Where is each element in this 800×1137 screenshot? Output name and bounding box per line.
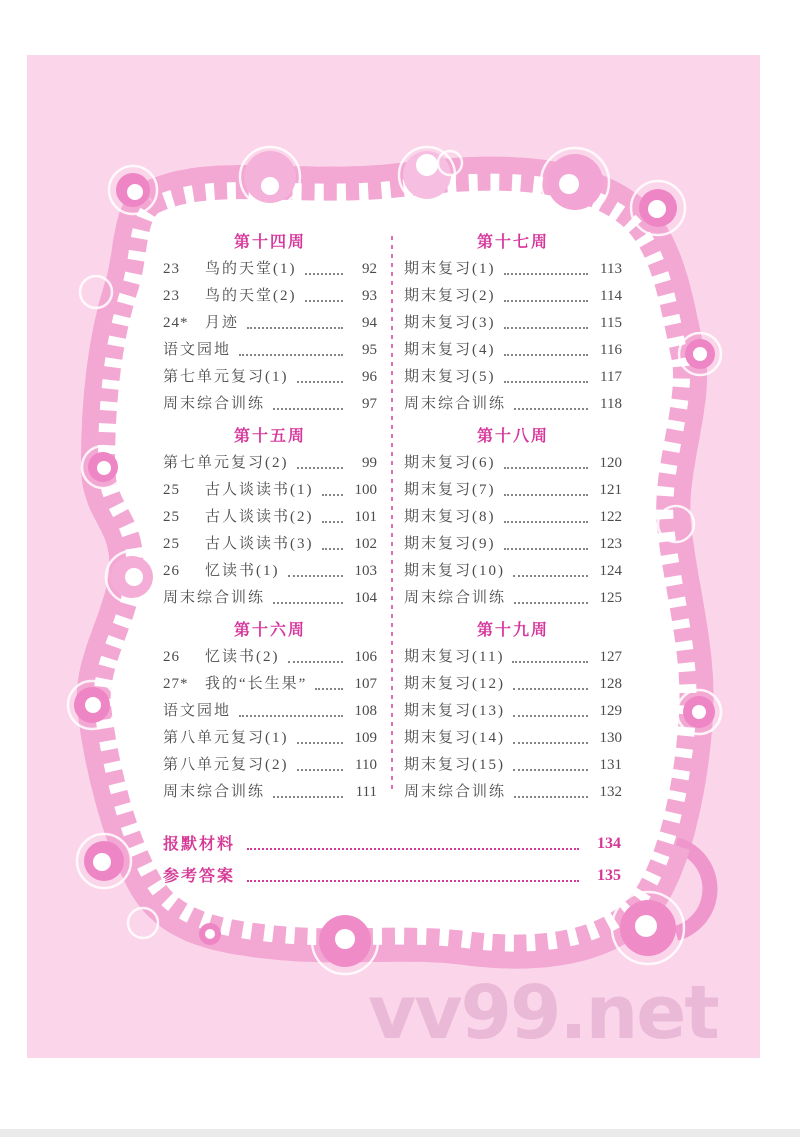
entry-page: 109 [354, 730, 377, 746]
dot-leader [273, 779, 343, 806]
entry-title: 第八单元复习(1) [163, 730, 289, 746]
entry-title: 鸟的天堂(2) [205, 288, 297, 304]
toc-left-column [163, 228, 377, 806]
entry-title: 期末复习(4) [404, 342, 496, 358]
dot-leader [504, 337, 589, 364]
watermark: vv99.net [368, 970, 718, 1056]
dot-leader [504, 531, 589, 558]
entry-title: 期末复习(9) [404, 536, 496, 552]
entry-page: 96 [362, 369, 377, 385]
entry-page: 130 [599, 730, 622, 746]
entry-title: 周末综合训练 [163, 784, 266, 800]
week-header: 第十八周 [476, 426, 549, 445]
entry-page: 122 [599, 509, 622, 525]
entry-title: 忆读书(2) [205, 649, 280, 665]
toc-entry [163, 698, 377, 725]
dot-leader [514, 391, 588, 418]
entry-title: 第七单元复习(1) [163, 369, 289, 385]
entry-number: 23 [163, 261, 180, 277]
entry-number: 23 [163, 288, 180, 304]
dot-leader [297, 725, 344, 752]
week-header: 第十六周 [233, 620, 306, 639]
entry-title: 期末复习(7) [404, 482, 496, 498]
toc-entry [404, 644, 622, 671]
toc-entry [404, 337, 622, 364]
entry-page: 120 [599, 455, 622, 471]
toc-entry [404, 364, 622, 391]
entry-title: 期末复习(12) [404, 676, 505, 692]
footer-entry-page: 135 [597, 867, 621, 884]
entry-title: 周末综合训练 [404, 590, 507, 606]
entry-page: 106 [354, 649, 377, 665]
dot-leader [247, 828, 579, 860]
entry-title: 周末综合训练 [404, 784, 507, 800]
toc-entry [404, 283, 622, 310]
entry-page: 110 [355, 757, 377, 773]
entry-page: 117 [600, 369, 622, 385]
dot-leader [297, 450, 344, 477]
dot-leader [513, 752, 588, 779]
entry-number: 24* [163, 315, 189, 331]
entry-page: 100 [354, 482, 377, 498]
dot-leader [297, 752, 344, 779]
footer-entry-title: 参考答案 [163, 866, 236, 885]
entry-page: 113 [600, 261, 622, 277]
entry-title: 第八单元复习(2) [163, 757, 289, 773]
toc-footer [163, 828, 621, 892]
entry-page: 102 [354, 536, 377, 552]
toc-entry [163, 558, 377, 585]
footer-entry-title: 报默材料 [163, 834, 236, 853]
toc-entry [404, 558, 622, 585]
dot-leader [504, 450, 589, 477]
entry-page: 115 [600, 315, 622, 331]
entry-number: 25 [163, 482, 180, 498]
toc-entry [163, 450, 377, 477]
entry-number: 27* [163, 676, 189, 692]
entry-page: 93 [362, 288, 377, 304]
entry-title: 期末复习(10) [404, 563, 505, 579]
entry-title: 期末复习(5) [404, 369, 496, 385]
toc-entry [163, 752, 377, 779]
toc-entry [163, 283, 377, 310]
entry-page: 116 [600, 342, 622, 358]
entry-page: 131 [599, 757, 622, 773]
entry-number: 25 [163, 536, 180, 552]
entry-title: 月迹 [205, 315, 240, 331]
dot-leader [513, 558, 588, 585]
entry-page: 108 [354, 703, 377, 719]
entry-page: 125 [599, 590, 622, 606]
entry-title: 期末复习(3) [404, 315, 496, 331]
toc-entry [163, 644, 377, 671]
dot-leader [273, 585, 343, 612]
toc-entry [163, 671, 377, 698]
toc-entry [163, 531, 377, 558]
toc-entry [404, 391, 622, 418]
toc-entry [404, 698, 622, 725]
entry-number: 26 [163, 649, 180, 665]
entry-title: 鸟的天堂(1) [205, 261, 297, 277]
toc-entry [163, 310, 377, 337]
entry-page: 103 [354, 563, 377, 579]
entry-page: 114 [600, 288, 622, 304]
entry-page: 128 [599, 676, 622, 692]
entry-title: 古人谈读书(1) [205, 482, 314, 498]
week-header: 第十七周 [476, 232, 549, 251]
entry-title: 期末复习(8) [404, 509, 496, 525]
toc-entry [163, 256, 377, 283]
entry-page: 101 [354, 509, 377, 525]
toc-entry [163, 477, 377, 504]
entry-page: 111 [355, 784, 377, 800]
entry-page: 127 [599, 649, 622, 665]
toc-entry [404, 477, 622, 504]
dot-leader [247, 860, 579, 892]
dot-leader [322, 477, 344, 504]
footer-entry-page: 134 [597, 835, 621, 852]
toc-entry [404, 671, 622, 698]
entry-title: 期末复习(1) [404, 261, 496, 277]
entry-title: 忆读书(1) [205, 563, 280, 579]
entry-page: 95 [362, 342, 377, 358]
entry-page: 104 [354, 590, 377, 606]
footer-entry [163, 860, 621, 892]
entry-page: 129 [599, 703, 622, 719]
entry-page: 97 [362, 396, 377, 412]
toc-entry [163, 504, 377, 531]
column-divider [391, 236, 393, 792]
entry-number: 26 [163, 563, 180, 579]
dot-leader [239, 337, 343, 364]
entry-title: 古人谈读书(2) [205, 509, 314, 525]
toc-entry [404, 779, 622, 806]
entry-page: 92 [362, 261, 377, 277]
entry-title: 周末综合训练 [163, 396, 266, 412]
entry-page: 123 [599, 536, 622, 552]
toc-entry [163, 725, 377, 752]
toc-entry [163, 391, 377, 418]
entry-page: 99 [362, 455, 377, 471]
dot-leader [504, 364, 589, 391]
entry-page: 107 [354, 676, 377, 692]
toc-entry [163, 779, 377, 806]
dot-leader [297, 364, 344, 391]
dot-leader [305, 256, 344, 283]
dot-leader [514, 779, 588, 806]
toc-entry [163, 585, 377, 612]
scan-edge [0, 1129, 800, 1137]
dot-leader [288, 644, 344, 671]
entry-title: 语文园地 [163, 703, 232, 719]
dot-leader [315, 671, 343, 698]
dot-leader [239, 698, 343, 725]
dot-leader [322, 531, 344, 558]
toc-entry [404, 310, 622, 337]
dot-leader [504, 310, 589, 337]
toc-entry [404, 752, 622, 779]
entry-title: 期末复习(2) [404, 288, 496, 304]
dot-leader [247, 310, 343, 337]
toc-entry [404, 725, 622, 752]
dot-leader [512, 644, 588, 671]
dot-leader [513, 671, 588, 698]
entry-number: 25 [163, 509, 180, 525]
dot-leader [513, 698, 588, 725]
entry-title: 周末综合训练 [404, 396, 507, 412]
dot-leader [322, 504, 344, 531]
entry-title: 周末综合训练 [163, 590, 266, 606]
entry-page: 132 [599, 784, 622, 800]
entry-title: 我的“长生果” [205, 676, 308, 692]
dot-leader [504, 504, 589, 531]
entry-title: 第七单元复习(2) [163, 455, 289, 471]
entry-title: 期末复习(6) [404, 455, 496, 471]
dot-leader [514, 585, 588, 612]
toc-entry [404, 531, 622, 558]
entry-title: 期末复习(15) [404, 757, 505, 773]
dot-leader [513, 725, 588, 752]
toc-entry [404, 256, 622, 283]
entry-title: 期末复习(14) [404, 730, 505, 746]
week-header: 第十五周 [233, 426, 306, 445]
dot-leader [288, 558, 344, 585]
entry-title: 期末复习(11) [404, 649, 505, 665]
entry-page: 124 [599, 563, 622, 579]
toc-entry [404, 585, 622, 612]
dot-leader [504, 477, 589, 504]
entry-title: 期末复习(13) [404, 703, 505, 719]
toc-entry [163, 364, 377, 391]
entry-title: 古人谈读书(3) [205, 536, 314, 552]
dot-leader [504, 256, 589, 283]
footer-entry [163, 828, 621, 860]
toc-entry [404, 450, 622, 477]
entry-page: 118 [600, 396, 622, 412]
toc-right-column [404, 228, 622, 806]
week-header: 第十九周 [476, 620, 549, 639]
toc-entry [404, 504, 622, 531]
entry-page: 94 [362, 315, 377, 331]
week-header: 第十四周 [233, 232, 306, 251]
entry-page: 121 [599, 482, 622, 498]
toc-entry [163, 337, 377, 364]
dot-leader [504, 283, 589, 310]
dot-leader [305, 283, 344, 310]
entry-title: 语文园地 [163, 342, 232, 358]
dot-leader [273, 391, 343, 418]
